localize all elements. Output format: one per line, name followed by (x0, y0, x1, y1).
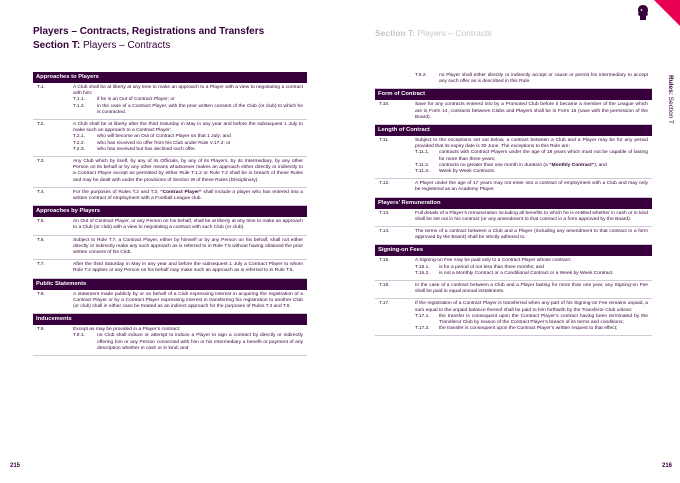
sub-rule (415, 314, 648, 326)
rule-text: who will become an Out of Contract Player on that 1 July; and (97, 134, 231, 140)
sub-rule-text (439, 314, 648, 326)
rule-row (375, 179, 652, 197)
rule-text-after: ); and (594, 162, 607, 168)
rule-number: T.9. (37, 327, 45, 333)
sub-rule-number: T.17.2. (415, 326, 430, 332)
rule-number: T.2. (37, 122, 45, 128)
rule-number: T.11. (379, 138, 390, 144)
rule-row (375, 136, 652, 179)
ghost-title-prefix: Section T: (375, 28, 416, 38)
rule-body (73, 219, 307, 231)
rule-row (375, 71, 652, 89)
rule-row (33, 260, 307, 278)
sub-rule (415, 73, 648, 85)
rule-number: T.1. (37, 85, 45, 90)
rule-main (73, 219, 303, 231)
rule-body (415, 102, 652, 121)
rule-text: If the registration of a Contract Player is transferred when any part of his Signing-on Fee remains unpaid, a sum equal to the unpaid balance thereof shall be paid to him forthwith by the Transferor Club unless: (415, 301, 648, 313)
rule-text: no Club shall induce or attempt to induce a Player to sign a contract by directly or indirectly offering him or any Person connected with him or his Intermediary a benefit or payment of any description whether in cash or in kind; and (97, 333, 303, 351)
rule-text-after: shall include a player who has entered into a written contract of employment with a Football League club. (73, 189, 304, 202)
sub-rule (415, 271, 648, 277)
rule-body (415, 73, 652, 85)
rule-number: T.12. (379, 181, 390, 187)
rule-text: A Club shall be at liberty after the third Saturday in May in any year and before the subsequent 1 July to make such an approach to a Contract Player: (73, 122, 303, 134)
sub-rule-number: T.2.2. (73, 140, 85, 146)
rule-text: A Club shall be at liberty at any time to make an approach to a Player with a view to negotiating a contract with him: (73, 85, 303, 97)
rule-text: is not a Monthly Contract or a Conditional Contract or a Week by Week Contract. (439, 270, 614, 276)
rule-row (33, 325, 307, 356)
section-heading: Form of Contract (375, 89, 652, 100)
sub-rule-number: T.11.1. (415, 150, 430, 156)
rule-body (73, 292, 307, 311)
left-rules-column (33, 72, 307, 356)
rule-text: A Player under the age of 17 years may not enter into a contract of employment with a Club and may only be registered as an Academy Player. (415, 181, 648, 193)
sub-rule (415, 169, 648, 175)
rule-number: T.16. (379, 283, 390, 289)
rule-main (415, 181, 648, 193)
rule-row (375, 256, 652, 281)
rule-text: After the third Saturday in May in any year and before the subsequent 1 July a Contract Player to whom Rule T.2 applies or any Person on his behalf may make such an approach as is referred to in Rule T.5. (73, 262, 303, 274)
rule-body (73, 85, 307, 116)
ghost-title-text: Players – Contracts (415, 28, 492, 38)
rule-main (73, 238, 303, 257)
sub-rule-number: T.2.3. (73, 146, 85, 152)
rule-row (375, 299, 652, 336)
rule-number: T.13. (379, 210, 390, 216)
rule-row (33, 83, 307, 120)
side-tab-text: Section T (667, 94, 674, 125)
page-number-left: 215 (10, 463, 21, 469)
side-tab-prefix: Rules: (667, 75, 674, 95)
rule-main (73, 262, 303, 274)
rule-main (415, 211, 648, 223)
rule-body (415, 283, 652, 295)
defined-term: “Monthly Contract” (549, 162, 595, 168)
rule-number: T.5. (37, 219, 45, 225)
sub-rule (73, 147, 303, 153)
sub-rule (415, 150, 648, 162)
rule-text-before: For the purposes of Rules T.2 and T.3, (73, 189, 161, 195)
sub-rule-number: T.1.1. (73, 97, 85, 103)
rule-text: Subject to the exceptions set out below, a contract between a Club and a Player may be for any period provided that its expiry date is 30 June. The exceptions to this Rule are: (415, 138, 648, 150)
section-heading: Length of Contract (375, 125, 652, 136)
rule-body (415, 229, 652, 241)
section-title-prefix: Section T: (33, 40, 81, 51)
rule-number: T.6. (37, 237, 45, 243)
sub-rule-number: T.15.1. (415, 264, 430, 270)
rule-text: the transfer is consequent upon the Contract Player’s contract having been terminated by the Transferor Club by reason of the Contract Player’s breach of its terms and conditions; (439, 313, 648, 326)
rule-text: the transfer is consequent upon the Contract Player’s written request to that effect; (439, 326, 618, 332)
rule-text: Save for any contracts entered into by a Promoted Club before it became a member of the League which are in Form 14, contracts between Clubs and Players shall be in Form 15 (save with the permission of the Board). (415, 102, 648, 120)
rule-text: who has received but has declined such offer. (97, 146, 196, 152)
right-rules-column (375, 71, 652, 336)
rule-body (415, 258, 652, 277)
rule-text: Any Club which by itself, by any of its Officials, by any of its Players, by its Intermediary, by any other Person on its behalf or by any other means whatsoever makes an approach either directly or indirectly to a Contract Player except as permitted by either Rule T.1.2 or Rule T.2 shall be in breach of these Rules and may be dealt with under the provisions of Section W of these Rules (Disciplinary). (73, 159, 303, 183)
rule-row (375, 209, 652, 227)
sub-rule-text (439, 271, 648, 277)
rule-main (415, 283, 648, 295)
sub-rule-number: T.2.1. (73, 134, 85, 140)
rule-body (73, 238, 307, 257)
rule-number: T.8. (37, 291, 45, 297)
page-title: Players – Contracts, Registrations and Transfers (33, 26, 265, 37)
rule-row (33, 157, 307, 188)
sub-rule-number: T.17.1. (415, 313, 430, 319)
rule-row (33, 290, 307, 315)
page-number-right: 216 (661, 463, 672, 469)
rule-number: T.4. (37, 189, 45, 195)
section-title (33, 40, 170, 51)
rule-text: is for a period of not less than three months; and (439, 264, 544, 270)
rule-number: T.14. (379, 229, 390, 235)
rule-body (415, 181, 652, 193)
rule-text: Full details of a Player’s remuneration including all benefits to which he is entitled whether in cash or in kind shall be set out in his contract (or any amendment to that contract in a form approved by the Board). (415, 210, 648, 222)
rule-row (375, 227, 652, 245)
defined-term: “Contract Player” (160, 189, 202, 195)
rule-row (33, 236, 307, 261)
rule-text: in the case of a Contract Player, with the prior written consent of the Club (or club) to which he is contracted. (97, 103, 303, 115)
sub-rule-text (439, 169, 648, 175)
sub-rule (73, 104, 303, 116)
section-heading: Approaches by Players (33, 206, 307, 217)
rule-body (415, 211, 652, 223)
rule-number: T.17. (379, 301, 390, 307)
sub-rule-text (97, 104, 303, 116)
sub-rule-number: T.15.2. (415, 270, 430, 276)
sub-rule-text (439, 326, 648, 332)
sub-rule-number: T.11.3. (415, 169, 430, 175)
rule-body (73, 190, 307, 202)
rule-text: Subject to Rule T.7, a Contract Player, either by himself or by any Person on his behalf, shall not either directly or indirectly make any such approach as is referred to in Rule T.5 without having obtained the prior written consent of his Club. (73, 237, 303, 256)
section-heading: Public Statements (33, 279, 307, 290)
rule-body (415, 301, 652, 332)
rule-main (73, 190, 303, 202)
sub-rule (73, 333, 303, 352)
rule-text: who has received no offer from his Club under Rule V.17.2; or (97, 140, 231, 146)
rule-row (375, 281, 652, 299)
sub-rule-text (97, 333, 303, 352)
sub-rule-number: T.9.1. (73, 333, 85, 339)
section-heading: Approaches to Players (33, 72, 307, 83)
section-title-text: Players – Contracts (80, 40, 171, 51)
sub-rule-text: no Player shall either directly or indirectly accept or cause or permit his Intermediary to accept any such offer as is described in this Rule. (439, 73, 648, 85)
rule-text: A Signing-on Fee may be paid only to a Contract Player whose contract: (415, 258, 572, 264)
rule-main (73, 122, 303, 134)
rule-text: if he is an Out of Contract Player; or (97, 97, 175, 103)
right-page (340, 0, 680, 483)
rule-main (415, 229, 648, 241)
rule-number: T.3. (37, 159, 45, 165)
rule-row (33, 120, 307, 157)
sub-rule-text (97, 147, 303, 153)
side-tab-label (667, 75, 674, 124)
rule-body (73, 159, 307, 184)
rule-main (73, 292, 303, 311)
sub-rule-number: T.1.2. (73, 103, 85, 109)
rule-text: The terms of a contract between a Club and a Player (including any amendment to that contract in a form approved by the Board) shall be strictly adhered to. (415, 229, 648, 241)
rule-body (415, 138, 652, 175)
rule-row (375, 100, 652, 125)
section-heading: Players’ Remuneration (375, 198, 652, 209)
sub-rule-text (439, 150, 648, 162)
rule-text: contracts with Contract Players under the age of 18 years which must not be capable of lasting for more than three years; (439, 150, 648, 162)
rule-text: Week by Week Contracts. (439, 169, 496, 175)
rule-body (73, 262, 307, 274)
rule-text: A statement made publicly by or on behalf of a Club expressing interest in acquiring the registration of a Contract Player or by a Contract Player expressing interest in transferring his registration to another Club (or club) shall in either case be treated as an indirect approach for the purposes of Rules T.3 and T.6. (73, 291, 303, 310)
rule-text: An Out of Contract Player, or any Person on his behalf, shall be at liberty at any time to make an approach to a Club (or club) with a view to negotiating a contract with such Club (or club). (73, 219, 303, 231)
rule-body (73, 327, 307, 352)
rule-number (375, 73, 415, 85)
rule-number: T.10. (379, 102, 390, 108)
sub-rule (415, 326, 648, 332)
rule-number: T.7. (37, 262, 45, 268)
rule-body (73, 122, 307, 153)
rule-text: In the case of a contract between a Club and a Player lasting for more than one year, any Signing-on Fee shall be paid in equal annual instalments. (415, 283, 648, 295)
rule-main (415, 138, 648, 150)
rule-text: Except as may be provided in a Player’s contract: (73, 327, 181, 333)
ghost-section-title (375, 28, 492, 38)
sub-rule-number: T.11.2. (415, 162, 430, 168)
rule-main (415, 102, 648, 121)
rule-main (415, 301, 648, 313)
rule-row (33, 188, 307, 206)
sub-rule-number: T.9.2. (415, 73, 427, 78)
rule-number: T.15. (379, 258, 390, 264)
rule-row (33, 217, 307, 235)
section-heading: Signing-on Fees (375, 245, 652, 256)
rule-main (73, 85, 303, 97)
section-heading: Inducements (33, 314, 307, 325)
corner-accent (654, 0, 680, 26)
rule-main (73, 159, 303, 184)
rule-text-before: contracts no greater than one month in duration (a (439, 162, 550, 168)
league-lion-icon (636, 4, 650, 22)
